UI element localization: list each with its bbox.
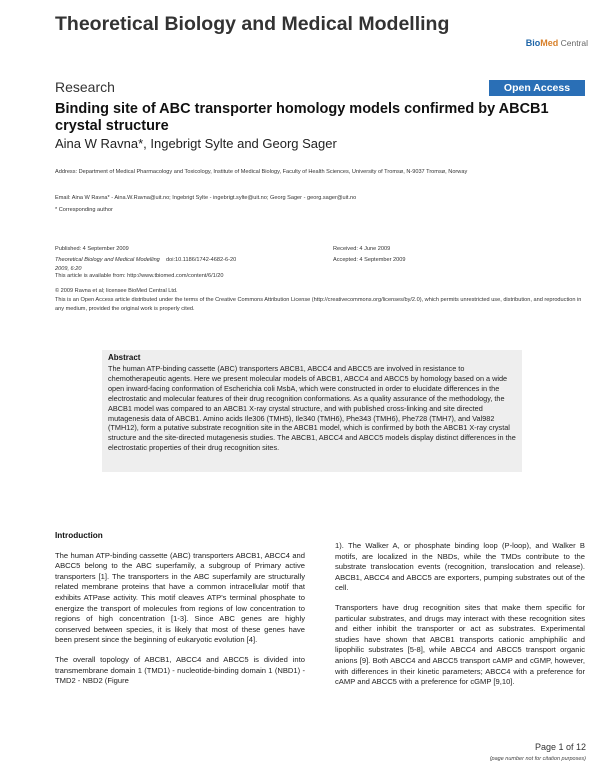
accepted-date: Accepted: 4 September 2009: [333, 257, 406, 263]
email-line: Email: Aina W Ravna* - Aina.W.Ravna@uit.no; Ingebrigt Sylte - ingebrigt.sylte@uit.no; Georg Sager - georg.sager@uit.no: [55, 195, 357, 201]
page-number: Page 1 of 12: [534, 742, 586, 752]
abstract-text: The human ATP-binding cassette (ABC) transporters ABCB1, ABCC4 and ABCC5 are involved in resistance to chemotherapeutic agents. Here we present molecular models of ABCB1, ABCC4 and ABCC5 by homology based on a wide open inward-facing conformation of Escherichia coli MsbA, which were constructed in order to elucidate differences in the electrostatic and molecular features of their drug recognition conformations. As a quality assurance of the methodology, the ABCB1 model was compared to an ABCB1 X-ray crystal structure, and with published cross-linking and site directed mutagenesis data of ABCB1. Amino acids Ile306 (TMH5), Ile340 (TMH6), Phe343 (TMH6), Phe728 (TMH7), and Val982 (TMH12), form a putative substrate recognition site in the ABCB1 model, which is confirmed by both the ABCB1 X-ray crystal structure and the site-directed mutagenesis studies. The ABCB1, ABCC4 and ABCC5 models display distinct differences in the electrostatic properties of their drug recognition sites.: [108, 364, 516, 453]
logo-part-central: Central: [558, 38, 588, 48]
paragraph: The human ATP-binding cassette (ABC) transporters ABCB1, ABCC4 and ABCC5 belong to the ABC superfamily, a subgroup of Primary active transporters [1]. The transporters in the ABC superfamily are structurally related membrane proteins that have a common intracellular motif that exhibits ATPase activity. This motif cleaves ATP's terminal phosphate to energize the transport of molecules from regions of low concentration to regions of high concentration [1-3]. Since ABC genes are highly conserved between species, it is likely that most of these genes have been present since the beginning of eukaryotic evolution [4].: [55, 550, 305, 645]
address: Address: Department of Medical Pharmacology and Toxicology, Institute of Medical Biology, Faculty of Health Sciences, University of Tromsø, N-9037 Tromsø, Norway: [55, 169, 468, 175]
abstract-heading: Abstract: [108, 353, 141, 362]
paragraph: Transporters have drug recognition sites that make them specific for particular substrates, and drugs may interact with these recognition sites and either inhibit the transporter or act as substrates. Experimental studies have shown that ABCB1 transports cationic amphiphilic and lipophilic substrates [5-8], while ABCC4 and ABCC5 transport organic anions [9]. Both ABCC4 and ABCC5 transport cAMP and cGMP, however, with differences in their kinetic parameters; ABCC4 with a preference for cAMP and ABCC5 with a preference for cGMP [9,10].: [335, 602, 585, 687]
author-list: Aina W Ravna*, Ingebrigt Sylte and Georg Sager: [55, 136, 337, 151]
logo-part-med: Med: [540, 38, 559, 48]
published-date: Published: 4 September 2009: [55, 246, 129, 252]
biomed-central-logo: [488, 38, 588, 52]
paragraph: 1). The Walker A, or phosphate binding loop (P-loop), and Walker B motifs, are localized in the NBDs, while the TMDs contribute to the substrate translocation events (recognition, translocation and release). ABCB1, ABCC4 and ABCC5 are exporters, pumping substrates out of the cell.: [335, 541, 585, 593]
logo-part-bio: Bio: [525, 38, 541, 48]
page-number-note: (page number not for citation purposes): [489, 756, 586, 762]
license: This is an Open Access article distributed under the terms of the Creative Commons Attribution License (http://creativecommons.org/licenses/by/2.0), which permits unrestricted use, distribution, and reproduction in any medium, provided the original work is properly cited.: [55, 297, 582, 312]
doi: doi:10.1186/1742-4682-6-20: [166, 257, 237, 263]
copyright: © 2009 Ravna et al; licensee BioMed Central Ltd.: [55, 288, 178, 294]
article-title: Binding site of ABC transporter homology models confirmed by ABCB1 crystal structure: [55, 101, 549, 134]
right-column: [335, 541, 585, 697]
received-date: Received: 4 June 2009: [333, 246, 391, 252]
journal-title: Theoretical Biology and Medical Modelling: [55, 13, 450, 35]
article-url: This article is available from: http://www.tbiomed.com/content/6/1/20: [55, 273, 224, 279]
left-column: [55, 531, 305, 696]
introduction-heading: Introduction: [55, 531, 103, 540]
open-access-badge: Open Access: [489, 80, 585, 96]
citation: Theoretical Biology and Medical Modelling 2009, 6:20: [55, 257, 160, 272]
corresponding-author: * Corresponding author: [55, 207, 113, 213]
paragraph: The overall topology of ABCB1, ABCC4 and ABCC5 is divided into transmembrane domain 1 (TMD1) - nucleotide-binding domain 1 (NBD1) - TMD2 - NBD2 (Figure: [55, 654, 305, 686]
section-label: Research: [55, 79, 115, 95]
